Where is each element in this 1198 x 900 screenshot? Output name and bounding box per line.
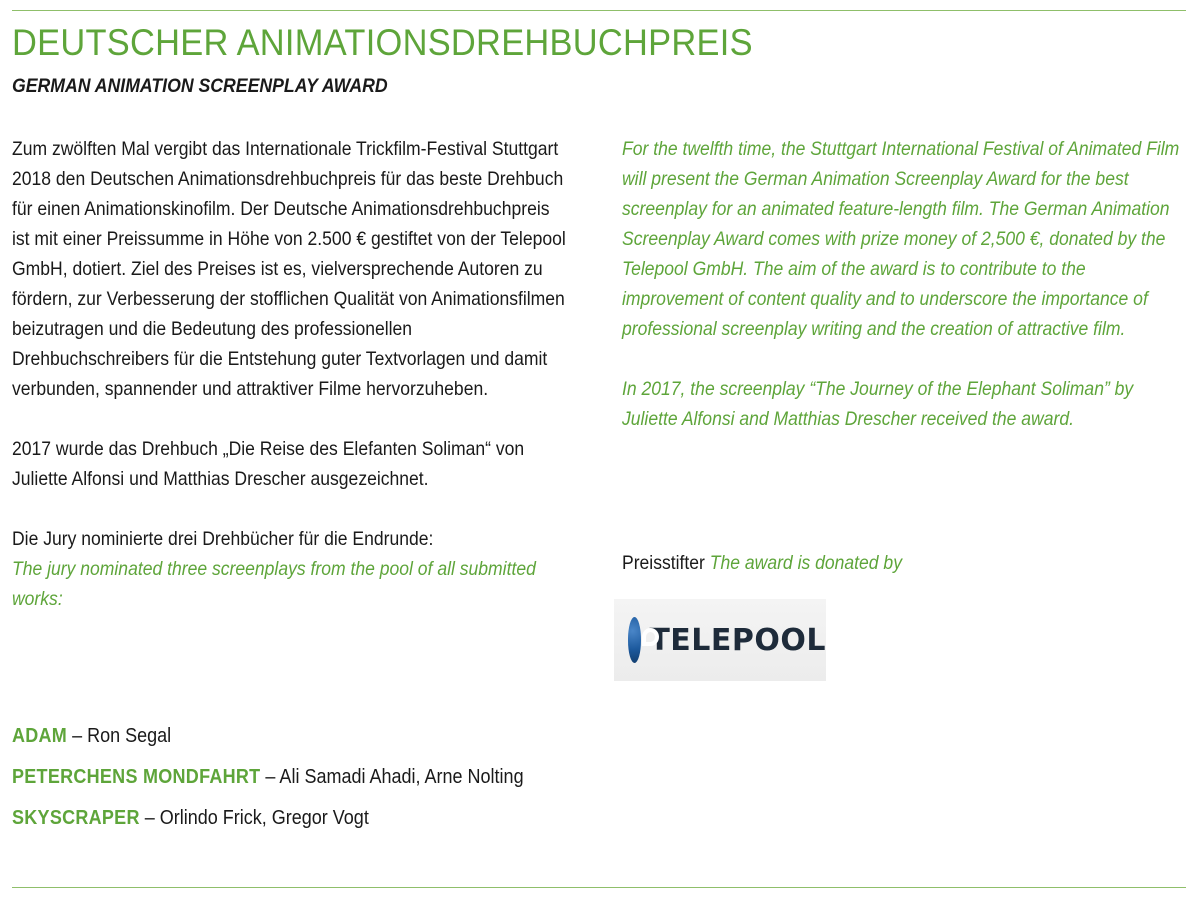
telepool-logo-wordmark: TELEPOOL xyxy=(649,622,826,658)
german-winner-paragraph: 2017 wurde das Drehbuch „Die Reise des Elefanten Soliman“ von Juliette Alfonsi und Matthias Drescher ausgezeichnet. xyxy=(12,438,525,490)
page-subtitle: GERMAN ANIMATION SCREENPLAY AWARD xyxy=(12,76,388,97)
nominee-title: PETERCHENS MONDFAHRT xyxy=(12,766,261,788)
nominee-item xyxy=(12,716,631,757)
jury-statement-de: Die Jury nominierte drei Drehbücher für die Endrunde: xyxy=(12,528,434,550)
sponsor-label xyxy=(622,548,933,578)
nominee-item xyxy=(12,798,631,839)
nominee-title: ADAM xyxy=(12,725,68,747)
sponsor-label-de: Preisstifter xyxy=(622,552,705,574)
english-intro-paragraph: For the twelfth time, the Stuttgart International Festival of Animated Film will present the German Animation Screenplay Award for the best screenplay for an animated feature-length film. The German Animation Screenplay Award comes with prize money of 2,500 €, donated by the Telepool GmbH. The aim of the award is to contribute to the improvement of content quality and to underscore the importance of professional screenplay writing and the creation of attractive film. xyxy=(622,138,1180,340)
top-rule xyxy=(12,10,1186,11)
nominee-title: SKYSCRAPER xyxy=(12,807,140,829)
nominee-authors: – Orlindo Frick, Gregor Vogt xyxy=(139,807,369,829)
jury-statement-en: The jury nominated three screenplays from the pool of all submitted works: xyxy=(12,558,536,610)
german-column xyxy=(12,134,572,614)
page-title: DEUTSCHER ANIMATIONSDREHBUCHPREIS xyxy=(12,22,753,63)
telepool-logo-icon xyxy=(628,617,641,663)
german-intro-paragraph: Zum zwölften Mal vergibt das Internationale Trickfilm-Festival Stuttgart 2018 den Deutschen Animationsdrehbuchpreis für das beste Drehbuch für einen Animationskinofilm. Der Deutsche Animationsdrehbuchpreis ist mit einer Preissumme in Höhe von 2.500 € gestiftet von der Telepool GmbH, dotiert. Ziel des Preises ist es, vielversprechende Autoren zu fördern, zur Verbesserung der stofflichen Qualität von Animationsfilmen beizutragen und die Bedeutung des professionellen Drehbuchschreibers für die Entstehung guter Textvorlagen und damit verbunden, spannender und attraktiver Filme hervorzuheben. xyxy=(12,138,566,400)
nominee-list xyxy=(12,716,632,839)
nominee-authors: – Ron Segal xyxy=(67,725,172,747)
sponsor-label-en: The award is donated by xyxy=(709,552,902,574)
nominee-item xyxy=(12,757,631,798)
english-column xyxy=(622,134,1188,434)
bottom-rule xyxy=(12,887,1186,888)
telepool-logo xyxy=(614,599,826,681)
nominee-authors: – Ali Samadi Ahadi, Arne Nolting xyxy=(260,766,524,788)
english-winner-paragraph: In 2017, the screenplay “The Journey of the Elephant Soliman” by Juliette Alfonsi and Matthias Drescher received the award. xyxy=(622,378,1134,430)
